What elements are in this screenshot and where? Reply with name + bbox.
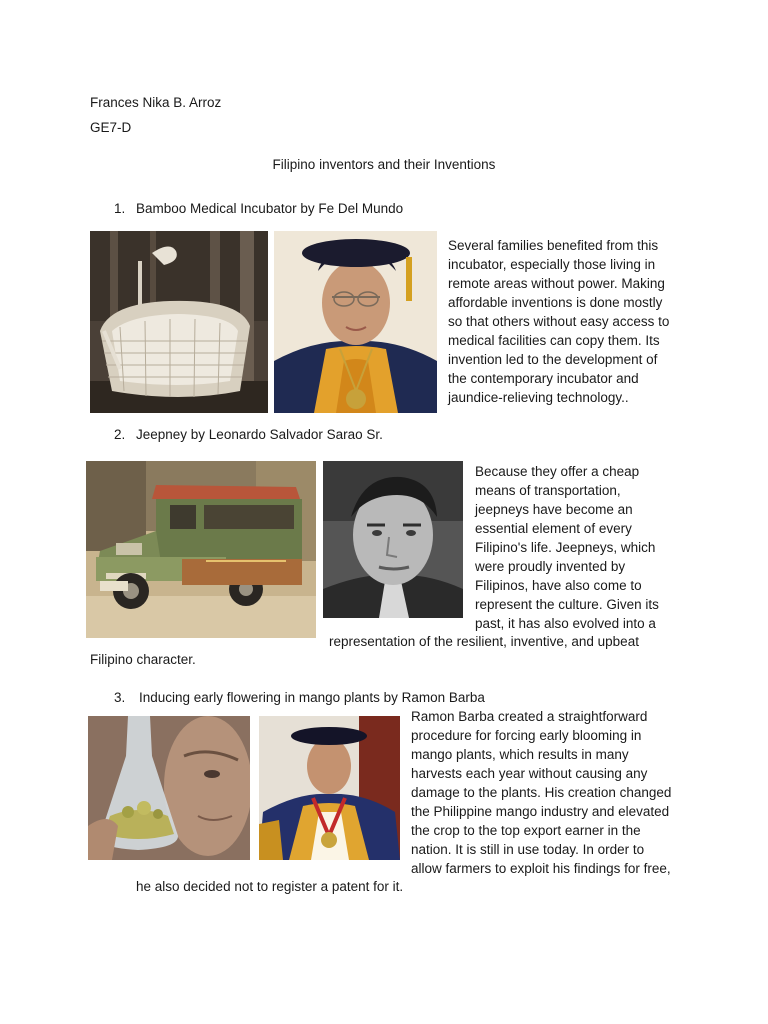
text-line: Filipino character. [90,652,196,667]
fe-del-mundo-portrait [274,231,437,413]
text-line: jaundice-relieving technology.. [448,390,629,405]
text-line: damage to the plants. His creation changed [411,785,672,800]
invention-2-description-top [475,462,659,633]
text-line: allow farmers to exploit his findings for free, [411,861,671,876]
text-line: he also decided not to register a patent for it. [136,879,404,894]
text-line: Filipinos, have also come to [475,578,642,593]
invention-3-description-top [411,707,671,878]
text-line: procedure for forcing early blooming in [411,728,642,743]
text-line: medical facilities can copy them. Its [448,333,660,348]
text-line: Because they offer a cheap [475,464,640,479]
author-name: Frances Nika B. Arroz [90,95,222,110]
text-line: were proudly invented by [475,559,626,574]
text-line: means of transportation, [475,483,621,498]
text-line: past, it has also evolved into a [475,616,656,631]
invention-1-heading: Bamboo Medical Incubator by Fe Del Mundo [136,201,404,216]
text-line: Several families benefited from this [448,238,659,253]
text-line: the Philippine mango industry and elevated [411,804,670,819]
text-line: represent the culture. Given its [475,597,659,612]
jeepney-photo [86,461,316,638]
text-line: Filipino's life. Jeepneys, which [475,540,656,555]
text-line: essential element of every [475,521,632,536]
text-line: so that others without easy access to [448,314,670,329]
text-line: nation. It is still in use today. In order to [411,842,645,857]
text-line: incubator, especially those living in [448,257,656,272]
document-title: Filipino inventors and their Inventions [272,157,496,172]
bamboo-incubator-photo [90,231,268,413]
text-line: jeepneys have become an [475,502,633,517]
leonardo-sarao-portrait [323,461,463,618]
mango-flask-photo [88,716,250,860]
invention-2-number: 2. [114,427,126,442]
text-line: affordable inventions is done mostly [448,295,663,310]
text-line: mango plants, which results in many [411,747,629,762]
text-line: Ramon Barba created a straightforward [411,709,648,724]
text-line: invention led to the development of [448,352,658,367]
invention-3-number: 3. [114,690,126,705]
text-line: representation of the resilient, inventive, and upbeat [329,634,639,649]
invention-2-heading: Jeepney by Leonardo Salvador Sarao Sr. [136,427,383,442]
text-line: the contemporary incubator and [448,371,639,386]
invention-3-heading: Inducing early flowering in mango plants by Ramon Barba [139,690,485,705]
text-line: harvests each year without causing any [411,766,648,781]
text-line: remote areas without power. Making [448,276,665,291]
class-section: GE7-D [90,120,132,135]
invention-1-number: 1. [114,201,126,216]
text-line: the crop to the top export earner in the [411,823,641,838]
ramon-barba-portrait [259,716,400,860]
invention-1-description [448,236,669,407]
